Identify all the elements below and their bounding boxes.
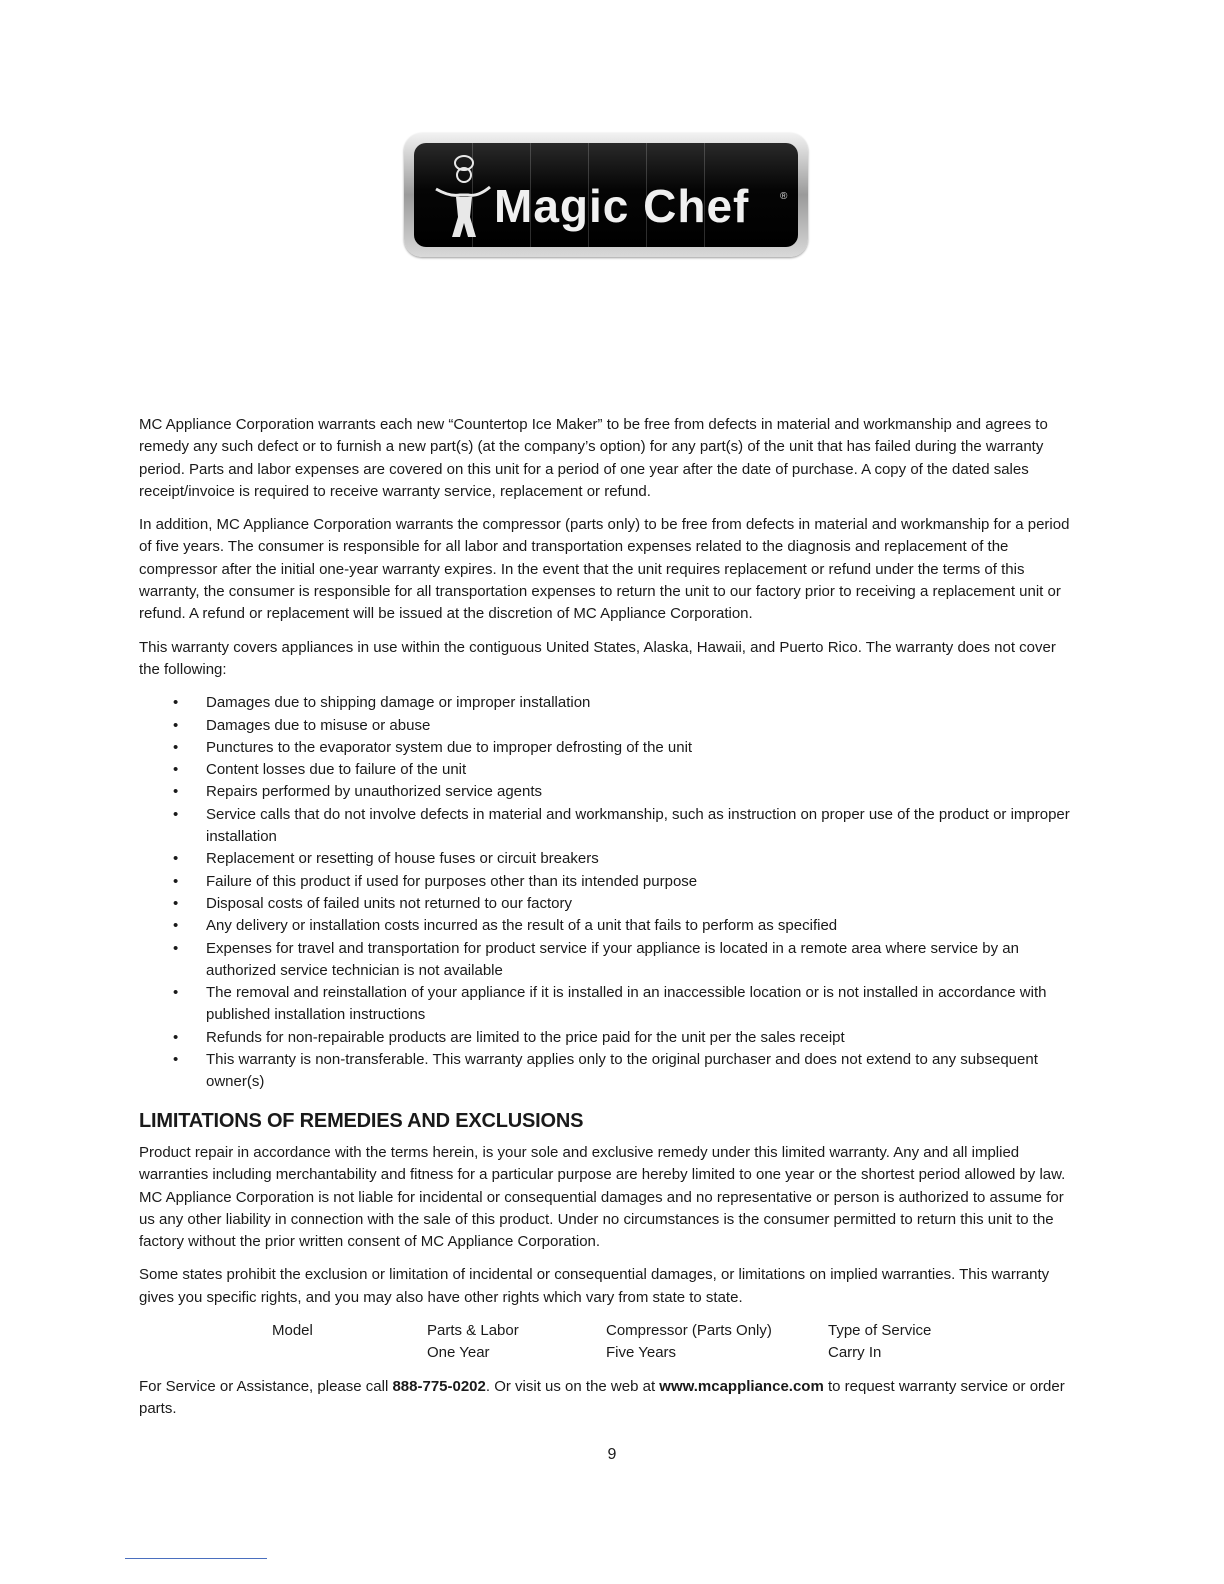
- registered-mark: ®: [780, 191, 788, 202]
- list-item: • The removal and reinstallation of your appliance if it is installed in an inaccessible location or is not installed in accordance with published installation instructions: [139, 982, 1079, 1027]
- service-table-row: [139, 1342, 931, 1364]
- list-item: • Any delivery or installation costs incurred as the result of a unit that fails to perform as specified: [139, 915, 1079, 937]
- warranty-paragraph-3: This warranty covers appliances in use within the contiguous United States, Alaska, Hawaii, and Puerto Rico. The warranty does not cover the following:: [139, 638, 1056, 678]
- cell-parts-labor: One Year: [427, 1344, 490, 1362]
- header-type-of-service: Type of Service: [828, 1321, 932, 1339]
- header-model: Model: [272, 1321, 313, 1339]
- list-item: • Content losses due to failure of the unit: [139, 759, 1079, 781]
- list-item: • Service calls that do not involve defects in material and workmanship, such as instruction on proper use of the product or improper installation: [139, 804, 1079, 849]
- list-item: • Expenses for travel and transportation for product service if your appliance is located in a remote area where service by an authorized service technician is not available: [139, 938, 1079, 983]
- list-item: • Damages due to misuse or abuse: [139, 715, 1079, 737]
- page-number: 9: [607, 1446, 617, 1463]
- logo-wordmark: Magic Chef: [494, 180, 750, 232]
- footer-rule: [125, 1558, 267, 1559]
- warranty-paragraph-1: MC Appliance Corporation warrants each new “Countertop Ice Maker” to be free from defects in material and workmanship and agrees to remedy any such defect or to furnish a new part(s) (at the company’s option) for any part(s) of the unit that has failed during the warranty period. Parts and labor expenses are covered on this unit for a period of one year after the date of purchase. A copy of the dated sales receipt/invoice is required to receive warranty service, replacement or refund.: [139, 416, 1048, 500]
- magic-chef-logo: [404, 133, 808, 257]
- contact-prefix: For Service or Assistance, please call: [139, 1377, 393, 1395]
- chef-mascot-icon: [432, 153, 494, 245]
- exclusions-list: [139, 692, 1079, 1093]
- header-parts-labor: Parts & Labor: [427, 1321, 519, 1339]
- contact-suffix: to request warranty service or order parts.: [139, 1377, 1065, 1417]
- list-item: • Damages due to shipping damage or improper installation: [139, 692, 1079, 714]
- limitations-heading: LIMITATIONS OF REMEDIES AND EXCLUSIONS: [139, 1109, 584, 1132]
- phone-number: 888-775-0202: [392, 1377, 486, 1395]
- website-link[interactable]: www.mcappliance.com: [659, 1377, 824, 1395]
- service-contact: [139, 1376, 1079, 1421]
- list-item: • This warranty is non-transferable. This warranty applies only to the original purchaser and does not extend to any subsequent owner(s): [139, 1049, 1079, 1094]
- list-item: • Repairs performed by unauthorized service agents: [139, 781, 1079, 803]
- list-item: • Refunds for non-repairable products are limited to the price paid for the unit per the sales receipt: [139, 1027, 1079, 1049]
- warranty-content: [139, 414, 1079, 1431]
- limitations-paragraph-2: Some states prohibit the exclusion or limitation of incidental or consequential damages, or limitations on implied warranties. This warranty gives you specific rights, and you may also have other rights which vary from state to state.: [139, 1266, 1050, 1306]
- contact-middle: . Or visit us on the web at: [485, 1377, 660, 1395]
- warranty-paragraph-2: In addition, MC Appliance Corporation warrants the compressor (parts only) to be free from defects in material and workmanship for a period of five years. The consumer is responsible for all labor and transportation expenses related to the diagnosis and replacement of the compressor after the initial one-year warranty expires. In the event that the unit requires replacement or refund under the terms of this warranty, the consumer is responsible for all transportation expenses to return the unit to our factory prior to receiving a replacement unit or refund. A refund or replacement will be issued at the discretion of MC Appliance Corporation.: [139, 516, 1070, 623]
- limitations-paragraph-1: Product repair in accordance with the terms herein, is your sole and exclusive remedy under this limited warranty. Any and all implied warranties including merchantability and fitness for a particular purpose are hereby limited to one year or the shortest period allowed by law. MC Appliance Corporation is not liable for incidental or consequential damages and no representative or person is authorized to assume for us any other liability in connection with the sale of this product. Under no circumstances is the consumer permitted to return this unit to the factory without the prior written consent of MC Appliance Corporation.: [139, 1143, 1066, 1251]
- cell-model: [272, 1342, 427, 1364]
- list-item: • Replacement or resetting of house fuses or circuit breakers: [139, 848, 1079, 870]
- header-compressor: Compressor (Parts Only): [606, 1321, 772, 1339]
- list-item: • Failure of this product if used for purposes other than its intended purpose: [139, 871, 1079, 893]
- service-table: [139, 1320, 931, 1365]
- cell-compressor: Five Years: [606, 1344, 677, 1362]
- cell-type-of-service: Carry In: [828, 1344, 882, 1362]
- logo-plate: [414, 143, 798, 247]
- list-item: • Punctures to the evaporator system due to improper defrosting of the unit: [139, 737, 1079, 759]
- service-table-header-row: [139, 1320, 931, 1342]
- list-item: • Disposal costs of failed units not returned to our factory: [139, 893, 1079, 915]
